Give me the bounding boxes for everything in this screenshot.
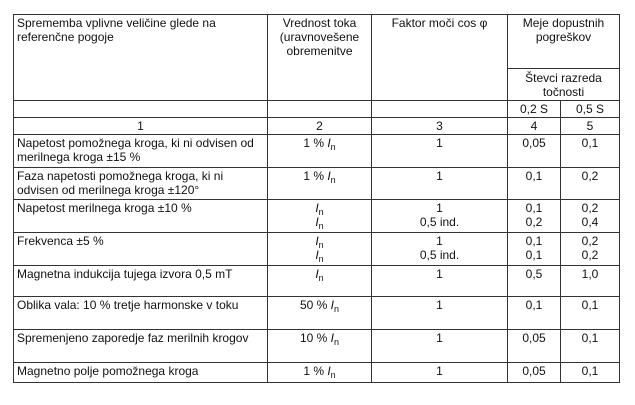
cell-line: 0,1 [525,248,543,262]
cell-line: 0,1 [525,169,543,183]
cell-line: 1 % $I_n$ [303,364,336,380]
error-05s-value [561,330,620,363]
power-factor-value [372,168,508,200]
cell-line: 1 [436,234,443,248]
table-row [14,200,620,233]
error-05s-value [561,363,620,383]
cell-line: 0,05 [522,364,546,378]
cell-line: 0,1 [525,298,543,312]
cell-line: 0,05 [522,136,546,150]
power-factor-value [372,233,508,266]
influence-label-text: Napetost merilnega kroga ±10 % [17,201,192,215]
power-factor-value [372,200,508,233]
cell-line: 1 [436,364,443,378]
error-05s-value [561,200,620,233]
cell-line: $I_n$ [315,234,324,250]
empty-cell [14,101,268,118]
current-value [268,330,372,363]
current-value [268,168,372,200]
cell-line: 1 [436,298,443,312]
cell-line: 1 [436,169,443,183]
error-05s-value [561,297,620,330]
influence-label [14,363,268,383]
influence-label-text: Magnetna indukcija tujega izvora 0,5 mT [17,267,233,281]
cell-line: 1 [436,201,443,215]
current-value [268,363,372,383]
cell-line: 0,4 [581,215,599,229]
error-02s-value [508,233,561,266]
error-05s-value [561,168,620,200]
table-row [14,135,620,168]
influence-label-text: Oblika vala: 10 % tretje harmonske v toku [17,298,239,312]
cell-line: 0,1 [525,201,543,215]
error-02s-value [508,135,561,168]
table-row [14,168,620,200]
influence-label-text: Napetost pomožnega kroga, ki ni odvisen od merilnega kroga ±15 % [17,136,254,164]
error-05s-value [561,135,620,168]
cell-line: 0,2 [581,201,599,215]
table-row [14,297,620,330]
header-error-limits: Meje dopustnih pogreškov [508,15,620,69]
cell-line: 0,1 [525,234,543,248]
power-factor-value [372,363,508,383]
cell-line: 0,5 ind. [419,248,460,262]
column-number: 5 [561,118,620,135]
cell-line: 0,5 [525,267,543,281]
class-row [14,101,620,118]
column-number-row [14,118,620,135]
cell-line: 1 [436,136,443,150]
header-meter-class: Števci razreda točnosti [508,69,620,101]
error-02s-value [508,363,561,383]
influence-label [14,200,268,233]
header-row [14,15,620,69]
influence-label-text: Faza napetosti pomožnega kroga, ki ni odvisen od merilnega kroga ±120° [17,169,224,197]
cell-line: 0,2 [581,169,599,183]
influence-label [14,168,268,200]
cell-line: 1 % $I_n$ [303,136,336,152]
empty-cell [268,101,372,118]
column-number: 2 [268,118,372,135]
error-02s-value [508,330,561,363]
error-02s-value [508,200,561,233]
header-influence: Sprememba vplivne veličine glede na referenčne pogoje [14,15,268,101]
cell-line: 50 % $I_n$ [299,298,340,314]
current-value [268,297,372,330]
current-value [268,200,372,233]
cell-line: 1,0 [581,267,599,281]
current-value [268,135,372,168]
table-row [14,233,620,266]
influence-label-text: Magnetno polje pomožnega kroga [17,364,199,378]
cell-line: 0,1 [581,298,599,312]
influence-label-text: Spremenjeno zaporedje faz merilnih krogov [17,331,249,345]
empty-cell [372,101,508,118]
influence-label [14,266,268,297]
cell-line: 0,1 [581,136,599,150]
cell-line: 0,5 ind. [419,215,460,229]
column-number: 3 [372,118,508,135]
cell-line: 1 % $I_n$ [303,169,336,185]
column-number: 1 [14,118,268,135]
cell-line: $I_n$ [315,248,324,264]
influence-label [14,233,268,266]
error-02s-value [508,266,561,297]
table-row [14,363,620,383]
header-current: Vrednost toka (uravnovešene obremenitve [268,15,372,101]
influence-label [14,135,268,168]
cell-line: 0,1 [581,331,599,345]
cell-line: 0,2 [525,215,543,229]
cell-line: $I_n$ [315,267,324,283]
power-factor-value [372,266,508,297]
table-body [14,135,620,383]
cell-line: 0,1 [581,364,599,378]
class-02s: 0,2 S [508,101,561,118]
table-row [14,266,620,297]
cell-line: $I_n$ [315,201,324,217]
influence-table [13,14,620,383]
power-factor-value [372,330,508,363]
cell-line: $I_n$ [315,215,324,231]
current-value [268,233,372,266]
error-05s-value [561,233,620,266]
column-number: 4 [508,118,561,135]
cell-line: 0,2 [581,248,599,262]
cell-line: 0,2 [581,234,599,248]
table-row [14,330,620,363]
cell-line: 1 [436,267,443,281]
cell-line: 0,05 [522,331,546,345]
current-value [268,266,372,297]
cell-line: 10 % $I_n$ [299,331,340,347]
error-05s-value [561,266,620,297]
class-05s: 0,5 S [561,101,620,118]
influence-label [14,297,268,330]
power-factor-value [372,135,508,168]
influence-label-text: Frekvenca ±5 % [17,234,104,248]
error-02s-value [508,168,561,200]
cell-line: 1 [436,331,443,345]
power-factor-value [372,297,508,330]
error-02s-value [508,297,561,330]
influence-label [14,330,268,363]
header-power-factor: Faktor moči cos φ [372,15,508,101]
